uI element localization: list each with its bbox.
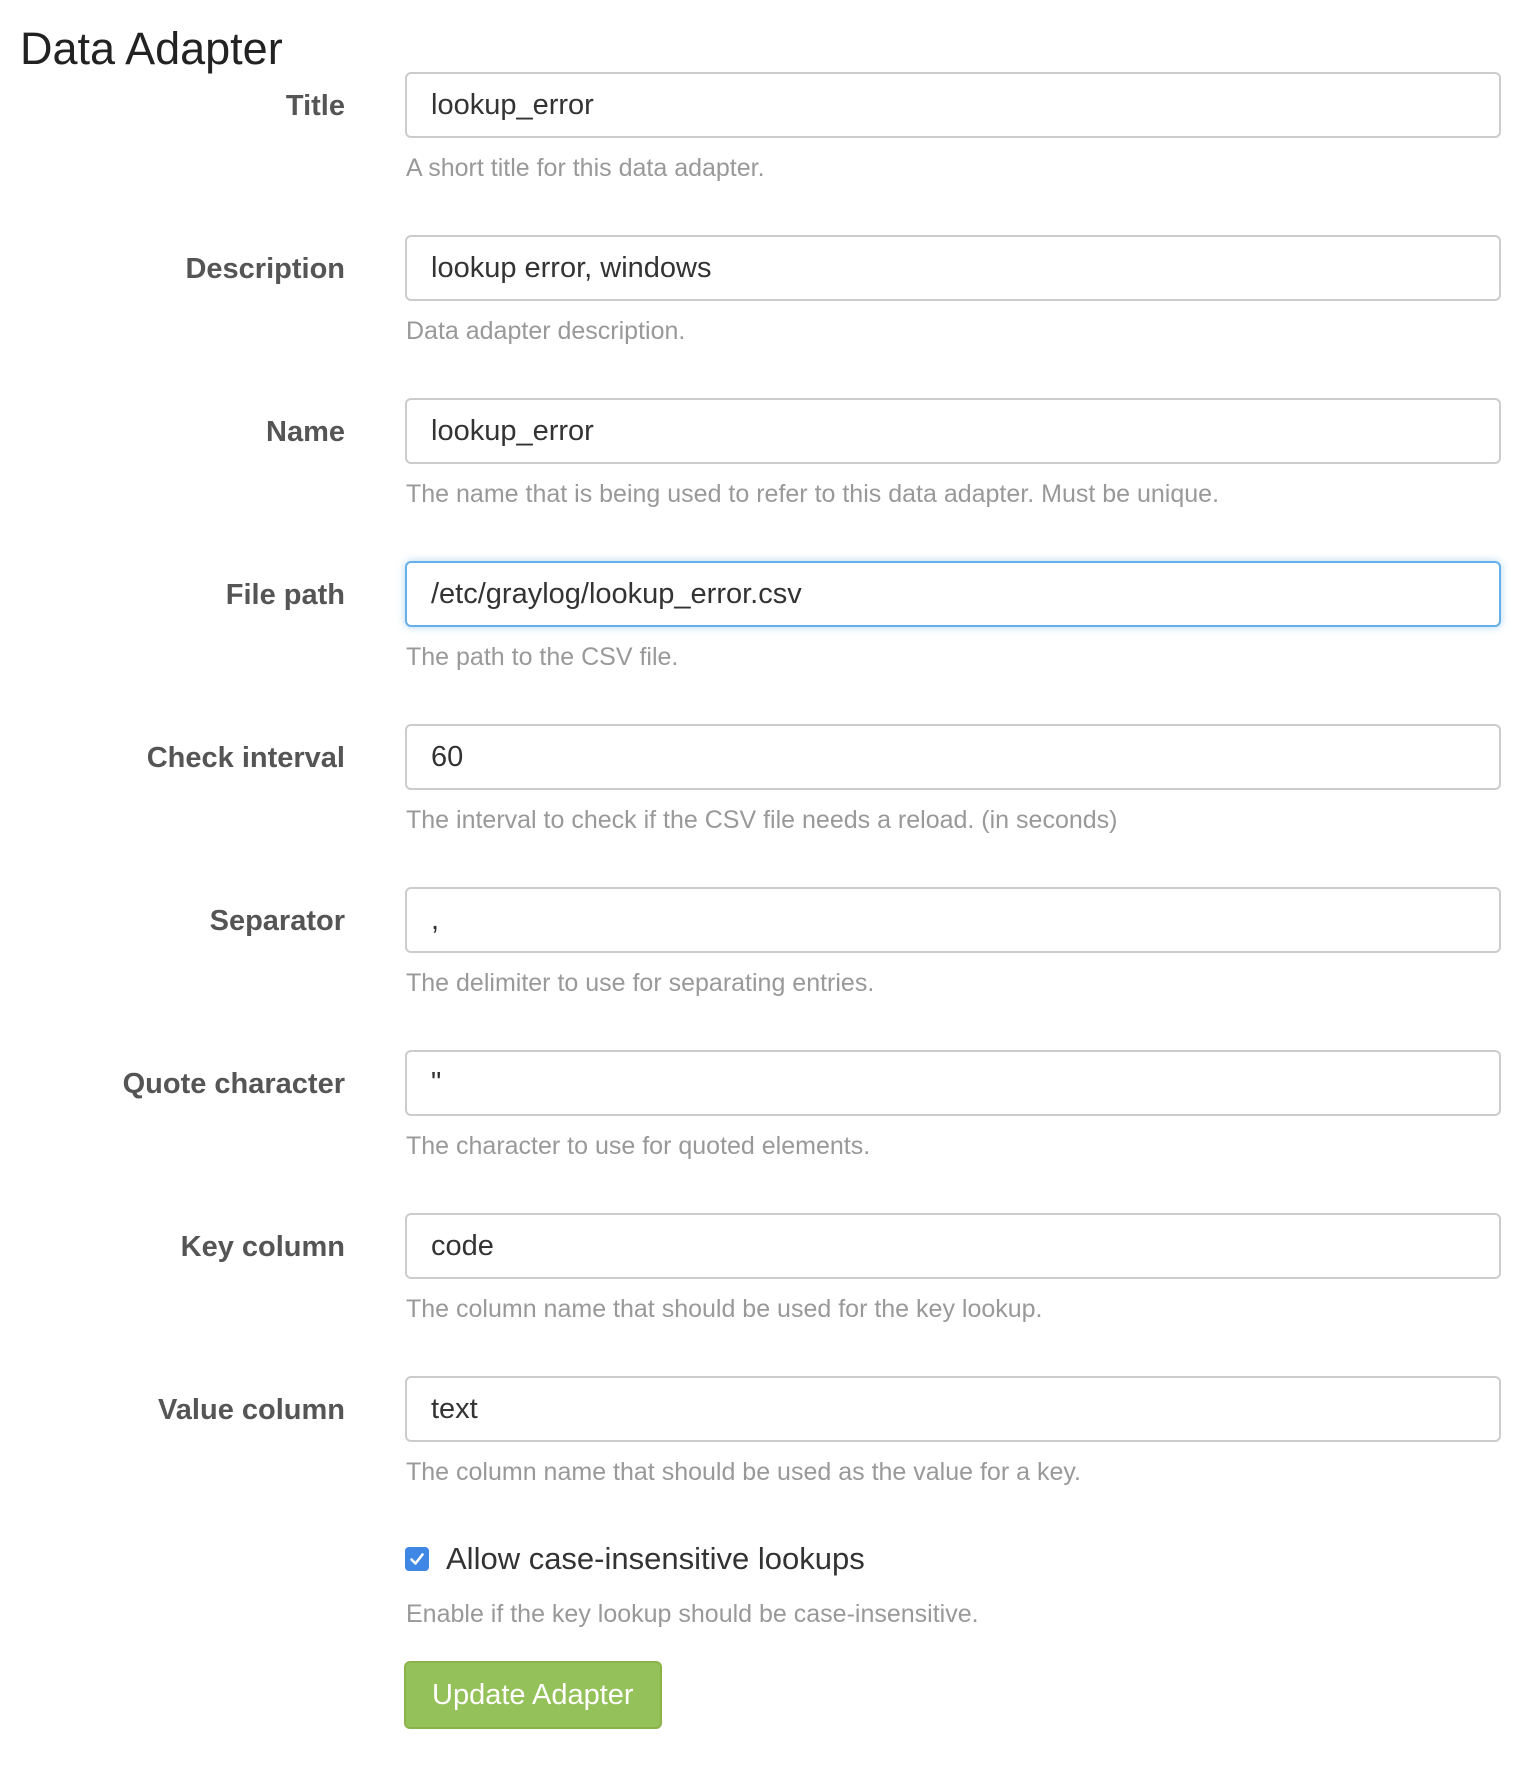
case-insensitive-help: Enable if the key lookup should be case-insensitive.: [406, 1600, 979, 1628]
title-row: [0, 72, 1528, 235]
key-column-help: The column name that should be used for the key lookup.: [406, 1295, 1043, 1323]
file-path-input[interactable]: [405, 561, 1501, 627]
file-path-row: [0, 561, 1528, 724]
check-interval-help: The interval to check if the CSV file needs a reload. (in seconds): [406, 806, 1118, 834]
name-row: [0, 398, 1528, 561]
description-row: [0, 235, 1528, 398]
update-adapter-button[interactable]: Update Adapter: [404, 1661, 662, 1729]
case-insensitive-label: Allow case-insensitive lookups: [446, 1541, 865, 1576]
checkbox-checked-icon[interactable]: [405, 1547, 429, 1571]
check-interval-label: Check interval: [146, 742, 345, 774]
case-insensitive-row: [0, 1539, 1528, 1661]
key-column-label: Key column: [180, 1231, 345, 1263]
description-help: Data adapter description.: [406, 317, 686, 345]
key-column-input[interactable]: [405, 1213, 1501, 1279]
name-input[interactable]: [405, 398, 1501, 464]
value-column-row: [0, 1376, 1528, 1539]
title-label: Title: [285, 90, 345, 122]
separator-help: The delimiter to use for separating entries.: [406, 969, 875, 997]
case-insensitive-checkbox[interactable]: [405, 1539, 865, 1579]
separator-row: [0, 887, 1528, 1050]
value-column-help: The column name that should be used as the value for a key.: [406, 1458, 1081, 1486]
value-column-input[interactable]: [405, 1376, 1501, 1442]
file-path-label: File path: [225, 579, 345, 611]
name-label: Name: [266, 416, 345, 448]
title-input[interactable]: [405, 72, 1501, 138]
check-interval-input[interactable]: [405, 724, 1501, 790]
data-adapter-form: [0, 72, 1528, 1741]
description-input[interactable]: [405, 235, 1501, 301]
description-label: Description: [185, 253, 345, 285]
submit-row: [0, 1661, 1528, 1741]
separator-label: Separator: [209, 905, 345, 937]
check-interval-row: [0, 724, 1528, 887]
page-title: Data Adapter: [20, 23, 283, 74]
value-column-label: Value column: [158, 1394, 345, 1426]
quote-character-label: Quote character: [122, 1068, 345, 1100]
quote-character-help: The character to use for quoted elements.: [406, 1132, 871, 1160]
title-help: A short title for this data adapter.: [406, 154, 765, 182]
file-path-help: The path to the CSV file.: [406, 643, 679, 671]
key-column-row: [0, 1213, 1528, 1376]
quote-character-row: [0, 1050, 1528, 1213]
quote-character-input[interactable]: [405, 1050, 1501, 1116]
separator-input[interactable]: [405, 887, 1501, 953]
name-help: The name that is being used to refer to this data adapter. Must be unique.: [406, 480, 1220, 508]
